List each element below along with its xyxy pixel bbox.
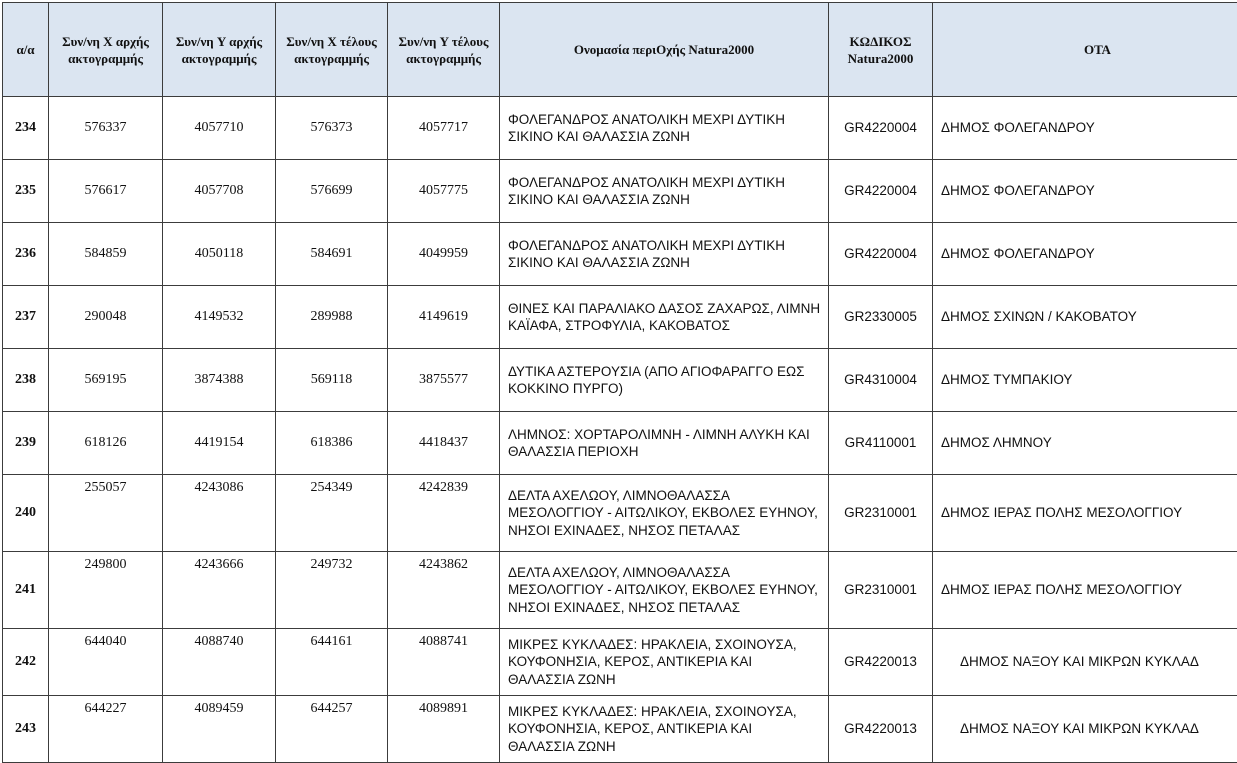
cell-y-end: 4243862 [388, 552, 500, 629]
table-row [3, 160, 1237, 223]
cell-area-name: ΜΙΚΡΕΣ ΚΥΚΛΑΔΕΣ: ΗΡΑΚΛΕΙΑ, ΣΧΟΙΝΟΥΣΑ, ΚΟΥΦΟΝΗΣΙΑ, ΚΕΡΟΣ, ΑΝΤΙΚΕΡΙΑ ΚΑΙ ΘΑΛΑΣΣΙΑ ΖΩΝΗ [500, 696, 829, 763]
cell-x-start: 584859 [49, 223, 163, 286]
cell-y-start: 4050118 [163, 223, 276, 286]
cell-y-end: 4057717 [388, 97, 500, 160]
table-row [3, 629, 1237, 696]
cell-x-start: 576617 [49, 160, 163, 223]
row-index: 236 [3, 223, 49, 286]
cell-area-name: ΜΙΚΡΕΣ ΚΥΚΛΑΔΕΣ: ΗΡΑΚΛΕΙΑ, ΣΧΟΙΝΟΥΣΑ, ΚΟΥΦΟΝΗΣΙΑ, ΚΕΡΟΣ, ΑΝΤΙΚΕΡΙΑ ΚΑΙ ΘΑΛΑΣΣΙΑ ΖΩΝΗ [500, 629, 829, 696]
header-natura-code: ΚΩΔΙΚΟΣ Natura2000 [829, 3, 933, 97]
cell-area-name: ΦΟΛΕΓΑΝΔΡΟΣ ΑΝΑΤΟΛΙΚΗ ΜΕΧΡΙ ΔΥΤΙΚΗ ΣΙΚΙΝΟ ΚΑΙ ΘΑΛΑΣΣΙΑ ΖΩΝΗ [500, 223, 829, 286]
table-row [3, 475, 1237, 552]
row-index: 243 [3, 696, 49, 763]
cell-x-end: 254349 [276, 475, 388, 552]
header-y-end: Συν/νη Y τέλους ακτογραμμής [388, 3, 500, 97]
header-x-start: Συν/νη X αρχής ακτογραμμής [49, 3, 163, 97]
cell-x-start: 249800 [49, 552, 163, 629]
cell-x-start: 290048 [49, 286, 163, 349]
cell-y-end: 4057775 [388, 160, 500, 223]
cell-ota: ΔΗΜΟΣ ΦΟΛΕΓΑΝΔΡΟΥ [933, 160, 1237, 223]
cell-area-name: ΦΟΛΕΓΑΝΔΡΟΣ ΑΝΑΤΟΛΙΚΗ ΜΕΧΡΙ ΔΥΤΙΚΗ ΣΙΚΙΝΟ ΚΑΙ ΘΑΛΑΣΣΙΑ ΖΩΝΗ [500, 97, 829, 160]
row-index: 241 [3, 552, 49, 629]
cell-x-end: 618386 [276, 412, 388, 475]
header-area-name: Ονομασία περιOχής Natura2000 [500, 3, 829, 97]
table-row [3, 97, 1237, 160]
cell-natura-code: GR2310001 [829, 475, 933, 552]
cell-x-start: 618126 [49, 412, 163, 475]
cell-natura-code: GR4110001 [829, 412, 933, 475]
cell-ota: ΔΗΜΟΣ ΝΑΞΟΥ ΚΑΙ ΜΙΚΡΩΝ ΚΥΚΛΑΔ [933, 629, 1237, 696]
cell-ota: ΔΗΜΟΣ ΛΗΜΝΟΥ [933, 412, 1237, 475]
row-index: 239 [3, 412, 49, 475]
cell-y-start: 3874388 [163, 349, 276, 412]
cell-natura-code: GR4220004 [829, 223, 933, 286]
cell-natura-code: GR4220004 [829, 160, 933, 223]
cell-area-name: ΔΕΛΤΑ ΑΧΕΛΩΟΥ, ΛΙΜΝΟΘΑΛΑΣΣΑ ΜΕΣΟΛΟΓΓΙΟΥ - ΑΙΤΩΛΙΚΟΥ, ΕΚΒΟΛΕΣ ΕΥΗΝΟΥ, ΝΗΣΟΙ ΕΧΙΝΑΔΕΣ, ΝΗΣΟΣ ΠΕΤΑΛΑΣ [500, 475, 829, 552]
cell-y-end: 4242839 [388, 475, 500, 552]
cell-ota: ΔΗΜΟΣ ΦΟΛΕΓΑΝΔΡΟΥ [933, 97, 1237, 160]
cell-y-start: 4057710 [163, 97, 276, 160]
cell-ota: ΔΗΜΟΣ ΤΥΜΠΑΚΙΟΥ [933, 349, 1237, 412]
cell-x-end: 644257 [276, 696, 388, 763]
row-index: 242 [3, 629, 49, 696]
cell-area-name: ΔΥΤΙΚΑ ΑΣΤΕΡΟΥΣΙΑ (ΑΠΟ ΑΓΙΟΦΑΡΑΓΓΟ ΕΩΣ ΚΟΚΚΙΝΟ ΠΥΡΓΟ) [500, 349, 829, 412]
cell-x-end: 249732 [276, 552, 388, 629]
row-index: 238 [3, 349, 49, 412]
cell-y-end: 4088741 [388, 629, 500, 696]
cell-y-end: 4089891 [388, 696, 500, 763]
cell-x-start: 569195 [49, 349, 163, 412]
cell-area-name: ΔΕΛΤΑ ΑΧΕΛΩΟΥ, ΛΙΜΝΟΘΑΛΑΣΣΑ ΜΕΣΟΛΟΓΓΙΟΥ - ΑΙΤΩΛΙΚΟΥ, ΕΚΒΟΛΕΣ ΕΥΗΝΟΥ, ΝΗΣΟΙ ΕΧΙΝΑΔΕΣ, ΝΗΣΟΣ ΠΕΤΑΛΑΣ [500, 552, 829, 629]
cell-x-end: 576373 [276, 97, 388, 160]
cell-y-start: 4149532 [163, 286, 276, 349]
cell-natura-code: GR4220013 [829, 696, 933, 763]
table-row [3, 696, 1237, 763]
row-index: 237 [3, 286, 49, 349]
row-index: 240 [3, 475, 49, 552]
cell-area-name: ΛΗΜΝΟΣ: ΧΟΡΤΑΡΟΛΙΜΝΗ - ΛΙΜΝΗ ΑΛΥΚΗ ΚΑΙ ΘΑΛΑΣΣΙΑ ΠΕΡΙΟΧΗ [500, 412, 829, 475]
cell-ota: ΔΗΜΟΣ ΙΕΡΑΣ ΠΟΛΗΣ ΜΕΣΟΛΟΓΓΙΟΥ [933, 552, 1237, 629]
header-y-start: Συν/νη Y αρχής ακτογραμμής [163, 3, 276, 97]
table-row [3, 412, 1237, 475]
cell-y-start: 4243086 [163, 475, 276, 552]
cell-y-end: 4418437 [388, 412, 500, 475]
cell-x-start: 255057 [49, 475, 163, 552]
table-row [3, 286, 1237, 349]
table-row [3, 223, 1237, 286]
cell-x-end: 576699 [276, 160, 388, 223]
cell-ota: ΔΗΜΟΣ ΦΟΛΕΓΑΝΔΡΟΥ [933, 223, 1237, 286]
cell-natura-code: GR2310001 [829, 552, 933, 629]
cell-natura-code: GR4220013 [829, 629, 933, 696]
cell-ota: ΔΗΜΟΣ ΝΑΞΟΥ ΚΑΙ ΜΙΚΡΩΝ ΚΥΚΛΑΔ [933, 696, 1237, 763]
cell-x-end: 569118 [276, 349, 388, 412]
cell-y-start: 4057708 [163, 160, 276, 223]
cell-natura-code: GR4310004 [829, 349, 933, 412]
cell-y-start: 4088740 [163, 629, 276, 696]
cell-x-end: 644161 [276, 629, 388, 696]
natura-coastline-table [2, 2, 1237, 763]
header-index: α/α [3, 3, 49, 97]
row-index: 235 [3, 160, 49, 223]
cell-natura-code: GR2330005 [829, 286, 933, 349]
cell-x-end: 584691 [276, 223, 388, 286]
row-index: 234 [3, 97, 49, 160]
table-row [3, 552, 1237, 629]
cell-x-end: 289988 [276, 286, 388, 349]
cell-y-end: 4149619 [388, 286, 500, 349]
cell-natura-code: GR4220004 [829, 97, 933, 160]
cell-x-start: 644040 [49, 629, 163, 696]
table-row [3, 349, 1237, 412]
cell-x-start: 644227 [49, 696, 163, 763]
cell-y-end: 3875577 [388, 349, 500, 412]
header-ota: ΟΤΑ [933, 3, 1237, 97]
cell-x-start: 576337 [49, 97, 163, 160]
cell-area-name: ΘΙΝΕΣ ΚΑΙ ΠΑΡΑΛΙΑΚΟ ΔΑΣΟΣ ΖΑΧΑΡΩΣ, ΛΙΜΝΗ ΚΑΪΑΦΑ, ΣΤΡΟΦΥΛΙΑ, ΚΑΚΟΒΑΤΟΣ [500, 286, 829, 349]
cell-y-end: 4049959 [388, 223, 500, 286]
cell-y-start: 4419154 [163, 412, 276, 475]
cell-area-name: ΦΟΛΕΓΑΝΔΡΟΣ ΑΝΑΤΟΛΙΚΗ ΜΕΧΡΙ ΔΥΤΙΚΗ ΣΙΚΙΝΟ ΚΑΙ ΘΑΛΑΣΣΙΑ ΖΩΝΗ [500, 160, 829, 223]
cell-y-start: 4243666 [163, 552, 276, 629]
cell-y-start: 4089459 [163, 696, 276, 763]
header-x-end: Συν/νη X τέλους ακτογραμμής [276, 3, 388, 97]
cell-ota: ΔΗΜΟΣ ΣΧΙΝΩΝ / ΚΑΚΟΒΑΤΟΥ [933, 286, 1237, 349]
header-row [3, 3, 1237, 97]
cell-ota: ΔΗΜΟΣ ΙΕΡΑΣ ΠΟΛΗΣ ΜΕΣΟΛΟΓΓΙΟΥ [933, 475, 1237, 552]
